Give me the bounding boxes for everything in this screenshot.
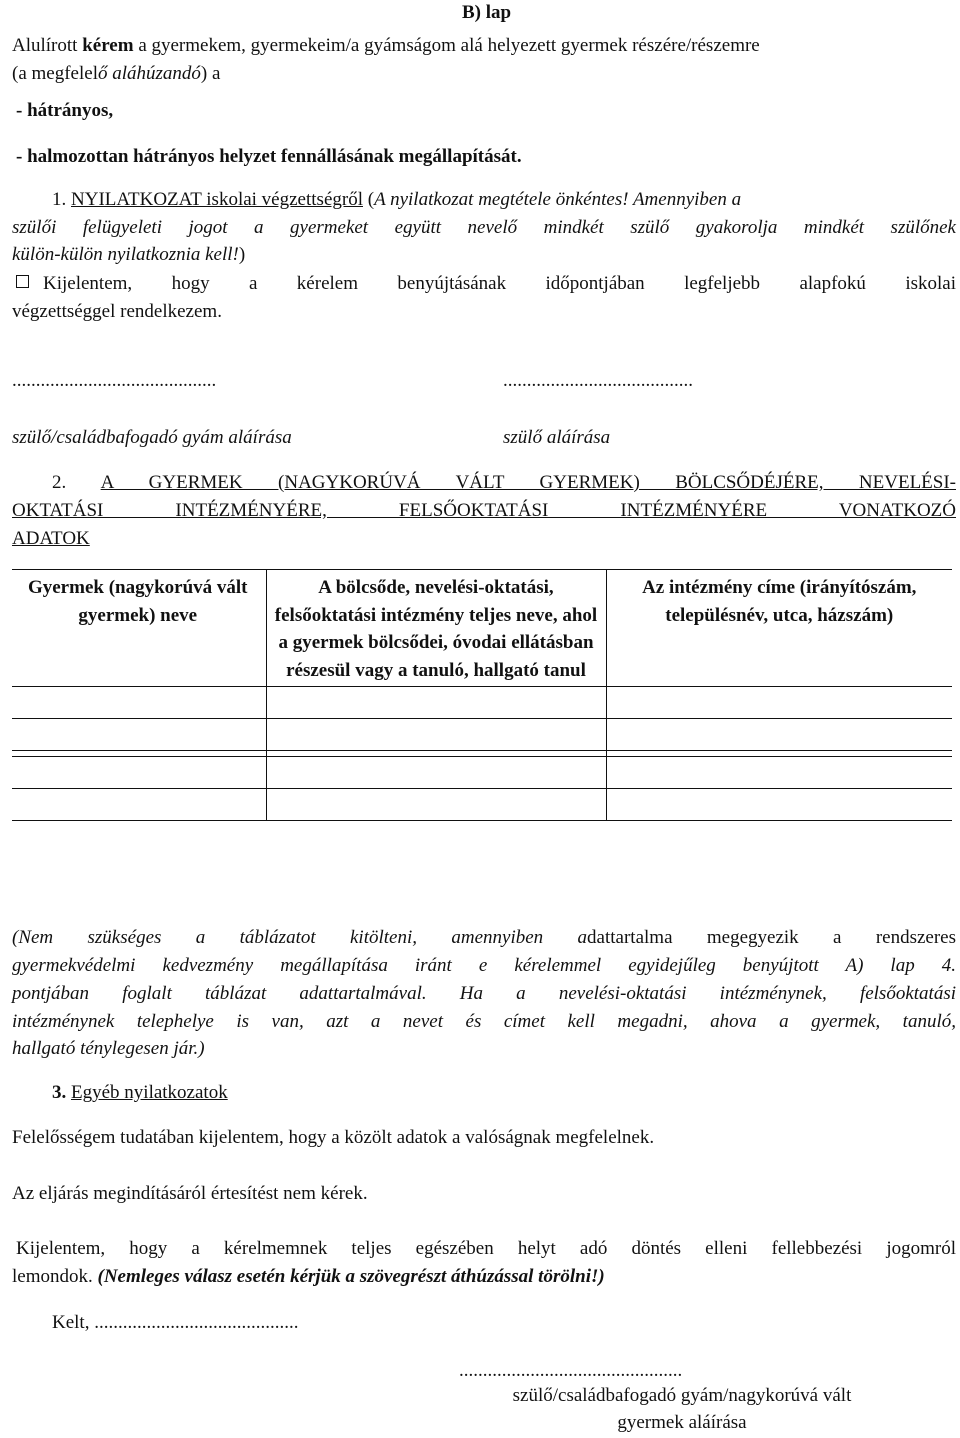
table-note-text: (Nem szükséges a táblázatot kitölteni, amennyiben a (12, 927, 588, 948)
intro-text: Alulírott (12, 35, 83, 56)
section3-number: 3. (52, 1082, 67, 1103)
column-header-institution-address: Az intézmény címe (irányítószám, településnév, utca, házszám) (606, 570, 952, 687)
final-signature-dots: ............................................... (459, 1360, 683, 1381)
intro-text: a gyermekem, gyermekeim/a gyámságom alá helyezett gyermek részére/részemre (133, 35, 760, 56)
table-note-line-4: intézménynek telephelye is van, azt a nevet és címet kell megadni, ahova a gyermek, tanuló, (12, 1011, 956, 1032)
table-row (12, 789, 952, 821)
section3-heading (52, 1080, 228, 1107)
paren: ) (238, 244, 246, 265)
statement-no-notification[interactable]: Az eljárás megindításáról értesítést nem kérek. (12, 1183, 368, 1204)
signature-dots-right: ........................................ (503, 370, 693, 391)
option-disadvantaged[interactable]: - hátrányos, (16, 100, 114, 121)
table-note-line-3: pontjában foglalt táblázat adattartalmával. Ha a nevelési-oktatási intézménynek, felsőoktatási (12, 983, 956, 1004)
table-row (12, 719, 952, 751)
checkbox[interactable] (16, 275, 29, 288)
table-cell-institution-name[interactable] (266, 719, 606, 751)
final-signature-label-line-2: gyermek aláírása (617, 1412, 747, 1433)
section1-note-line-2: szülői felügyeleti jogot a gyermeket együtt nevelő mindkét szülő gyakorolja mindkét szülőnek (12, 217, 956, 238)
table-cell-institution-address[interactable] (606, 687, 952, 719)
table-row (12, 757, 952, 789)
option-multiply-disadvantaged[interactable]: - halmozottan hátrányos helyzet fennállásának megállapítását. (16, 146, 522, 167)
section1-title: NYILATKOZAT iskolai végzettségről (71, 189, 363, 210)
appeal-waiver-line-2 (12, 1264, 605, 1291)
signature-label-parent-guardian: szülő/családbafogadó gyám aláírása (12, 427, 292, 448)
table-note-line-2: gyermekvédelmi kedvezmény megállapítása iránt e kérelemmel egyidejűleg benyújtott A) lap 4. (12, 955, 956, 976)
intro-kerem: kérem (82, 35, 134, 56)
signature-dots-left: ........................................... (12, 370, 217, 391)
table-cell-institution-name[interactable] (266, 757, 606, 789)
final-signature-label-line-1: szülő/családbafogadó gyám/nagykorúvá vált (512, 1385, 852, 1406)
date-place-field[interactable]: Kelt, ........................................... (52, 1312, 299, 1333)
table-note-line-5: hallgató ténylegesen jár.) (12, 1038, 205, 1059)
table-cell-child-name[interactable] (12, 687, 266, 719)
section1-note-line-3 (12, 242, 245, 269)
appeal-waiver-line-1: Kijelentem, hogy a kérelmemnek teljes egészében helyt adó döntés elleni fellebbezési jogomról (16, 1238, 956, 1259)
section3-title: Egyéb nyilatkozatok (71, 1082, 228, 1103)
table-cell-institution-name[interactable] (266, 687, 606, 719)
intro-italic-note: ő aláhúzandó (97, 63, 201, 84)
column-header-child-name: Gyermek (nagykorúvá vált gyermek) neve (12, 570, 266, 687)
section1-heading (52, 187, 741, 214)
table-cell-child-name[interactable] (12, 719, 266, 751)
intro-line-1 (12, 33, 760, 60)
table-cell-institution-address[interactable] (606, 789, 952, 821)
statement-truthful-data: Felelősségem tudatában kijelentem, hogy a közölt adatok a valóságnak megfelelnek. (12, 1127, 655, 1148)
table-cell-child-name[interactable] (12, 757, 266, 789)
education-statement-line-1 (12, 271, 956, 298)
section2-title: A GYERMEK (NAGYKORÚVÁ VÁLT GYERMEK) BÖLCSŐDÉJÉRE, NEVELÉSI- (100, 472, 956, 493)
education-statement-text: Kijelentem, hogy a kérelem benyújtásának időpontjában legfeljebb alapfokú iskolai (43, 273, 956, 294)
table-note-text: dattartalma megegyezik a rendszeres (587, 927, 956, 948)
column-header-institution-name: A bölcsőde, nevelési-oktatási, felsőoktatási intézmény teljes neve, ahol a gyermek bölcsődei, óvodai ellátásban részesül vagy a tanuló, hallgató tanul (266, 570, 606, 687)
education-statement-line-2: végzettséggel rendelkezem. (12, 301, 222, 322)
institution-data-table (12, 569, 952, 821)
section2-title-line-2: OKTATÁSI INTÉZMÉNYÉRE, FELSŐOKTATÁSI INTÉZMÉNYÉRE VONATKOZÓ (12, 500, 956, 521)
appeal-waiver-text: lemondok. (12, 1266, 98, 1287)
signature-label-parent: szülő aláírása (503, 427, 611, 448)
table-header-row (12, 570, 952, 687)
table-cell-child-name[interactable] (12, 789, 266, 821)
intro-text: ) a (200, 63, 221, 84)
page-title: B) lap (462, 2, 512, 23)
section2-number: 2. (52, 472, 67, 493)
intro-line-2 (12, 61, 220, 88)
appeal-waiver-instruction: (Nemleges válasz esetén kérjük a szövegrészt áthúzással törölni!) (97, 1266, 605, 1287)
section2-title-line-1 (12, 470, 956, 497)
table-note-line-1 (12, 925, 956, 952)
table-cell-institution-address[interactable] (606, 719, 952, 751)
table-cell-institution-address[interactable] (606, 757, 952, 789)
paren: ( (367, 189, 375, 210)
section1-note: külön-külön nyilatkoznia kell! (12, 244, 239, 265)
table-row (12, 687, 952, 719)
intro-text: (a megfelel (12, 63, 98, 84)
section2-title-line-3: ADATOK (12, 528, 90, 549)
section1-note: A nyilatkozat megtétele önkéntes! Amennyiben a (374, 189, 742, 210)
section1-number: 1. (52, 189, 67, 210)
table-cell-institution-name[interactable] (266, 789, 606, 821)
